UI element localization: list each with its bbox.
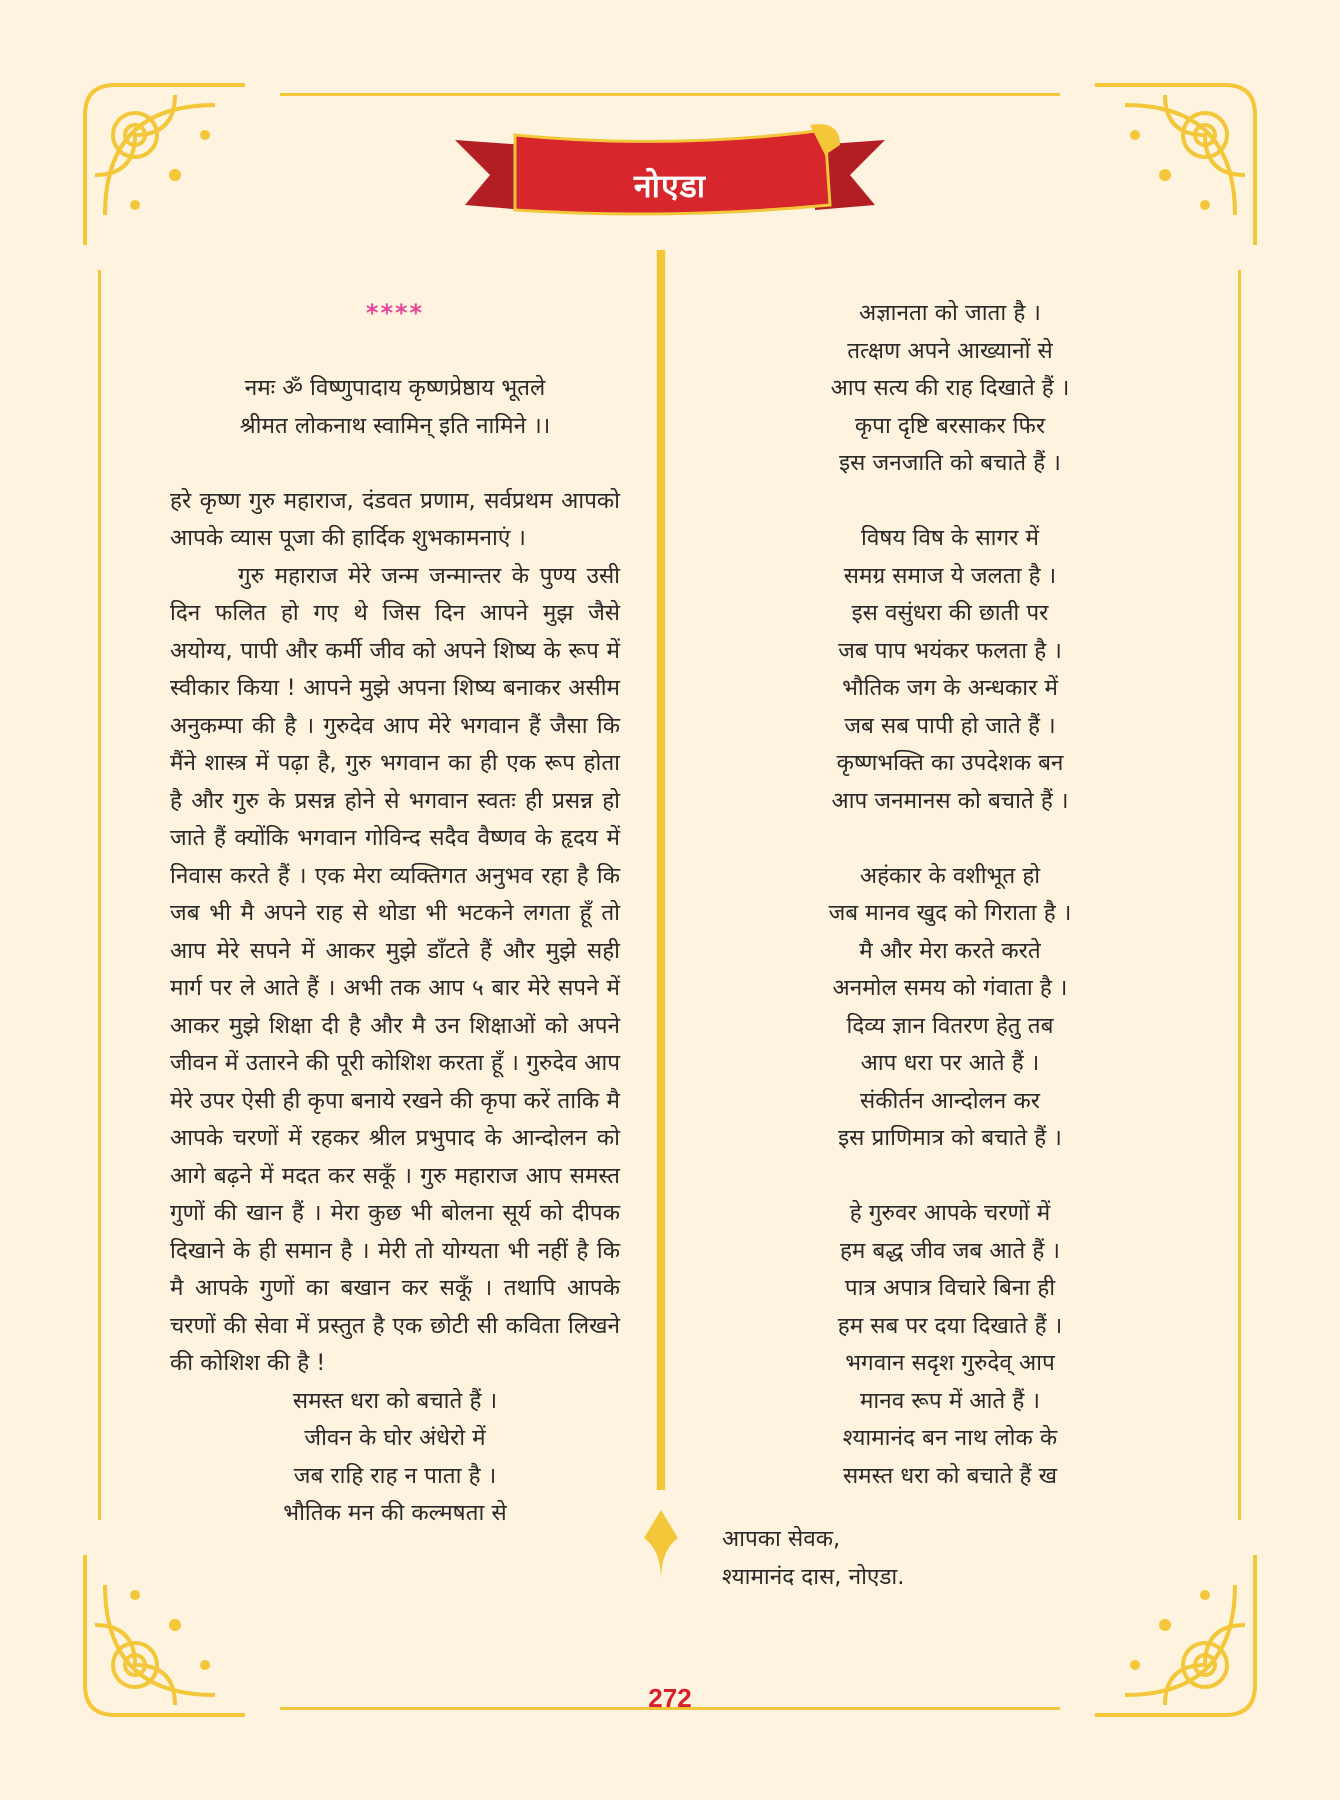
- poem-line: जब पाप भयंकर फलता है ।: [838, 637, 1062, 664]
- poem-line: विषय विष के सागर में: [861, 525, 1039, 551]
- signature-line-1: आपका सेवक,: [722, 1526, 841, 1552]
- poem-line: इस प्राणिमात्र को बचाते हैं ।: [838, 1125, 1062, 1151]
- signature-block: [722, 1520, 904, 1596]
- page-number: 272: [648, 1683, 692, 1713]
- poem-line: समस्त धरा को बचाते हैं ।: [292, 1387, 498, 1414]
- poem-line: इस जनजाति को बचाते हैं ।: [839, 450, 1061, 476]
- poem-line: भौतिक मन की कल्मषता से: [283, 1500, 507, 1526]
- poem-line: भगवान सदृश गुरुदेव् आप: [845, 1350, 1055, 1376]
- poem-line: जीवन के घोर अंधेरो में: [304, 1425, 486, 1451]
- poem-line: कृष्णभक्ति का उपदेशक बन: [836, 750, 1064, 776]
- poem-line: हम बद्ध जीव जब आते हैं ।: [839, 1237, 1060, 1264]
- poem-line: भौतिक जग के अन्धकार में: [842, 675, 1058, 701]
- left-border-line: [98, 270, 101, 1520]
- poem-line: दिव्य ज्ञान वितरण हेतु तब: [846, 1012, 1054, 1039]
- poem-line: तत्क्षण अपने आख्यानों से: [847, 337, 1053, 364]
- poem-line: समस्त धरा को बचाते हैं ख: [842, 1462, 1058, 1489]
- poem-line: मै और मेरा करते करते: [859, 937, 1041, 964]
- poem-stanza-1: [770, 295, 1130, 483]
- poem-line: कृपा दृष्टि बरसाकर फिर: [854, 412, 1046, 439]
- poem-line: अनमोल समय को गंवाता है ।: [832, 975, 1068, 1001]
- center-divider: [654, 250, 668, 1520]
- poem-stanza-2: [770, 520, 1130, 820]
- invocation-line-2: श्रीमत लोकनाथ स्वामिन् इति नामिने ।।: [239, 412, 551, 439]
- banner-title: नोएडा: [633, 167, 707, 205]
- poem-line: जब सब पापी हो जाते हैं ।: [844, 712, 1056, 739]
- top-border-line: [280, 93, 1060, 96]
- poem-line: जब राहि राह न पाता है ।: [293, 1462, 497, 1489]
- right-column: [770, 295, 1130, 1495]
- poem-line: आप धरा पर आते हैं ।: [860, 1050, 1040, 1076]
- greeting-paragraph: हरे कृष्ण गुरु महाराज, दंडवत प्रणाम, सर्वप्रथम आपको आपके व्यास पूजा की हार्दिक शुभकामनाएं ।: [170, 487, 620, 551]
- poem-line: समग्र समाज ये जलता है ।: [843, 562, 1057, 589]
- left-column: [170, 295, 620, 1533]
- body-paragraph: गुरु महाराज मेरे जन्म जन्मान्तर के पुण्य उसी दिन फलित हो गए थे जिस दिन आपने मुझ जैसे अयोग्य, पापी और कर्मी जीव को अपने शिष्य के रूप में स्वीकार किया ! आपने मुझे अपना शिष्य बनाकर असीम अनुकम्पा की है । गुरुदेव आप मेरे भगवान हैं जैसा कि मैंने शास्त्र में पढ़ा है, गुरु भगवान का ही एक रूप होता है और गुरु के प्रसन्न होने से भगवान स्वतः ही प्रसन्न हो जाते हैं क्योंकि भगवान गोविन्द सदैव वैष्णव के हृदय में निवास करते हैं । एक मेरा व्यक्तिगत अनुभव रहा है कि जब भी मै अपने राह से थोडा भी भटकने लगता हूँ तो आप मेरे सपने में आकर मुझे डाँटते हैं और मुझे सही मार्ग पर ले आते हैं । अभी तक आप ५ बार मेरे सपने में आकर मुझे शिक्षा दी है और मै उन शिक्षाओं को अपने जीवन में उतारने की पूरी कोशिश करता हूँ । गुरुदेव आप मेरे उपर ऐसी ही कृपा बनाये रखने की कृपा करें ताकि मै आपके चरणों में रहकर श्रील प्रभुपाद के आन्दोलन को आगे बढ़ने में मदत कर सकूँ । गुरु महाराज आप समस्त गुणों की खान हैं । मेरा कुछ भी बोलना सूर्य को दीपक दिखाने के ही समान है । मेरी तो योग्यता भी नहीं है कि मै आपके गुणों का बखान कर सकूँ । तथापि आपके चरणों की सेवा में प्रस्तुत है एक छोटी सी कविता लिखने की कोशिश की है !: [170, 562, 620, 1376]
- poem-line: अज्ञानता को जाता है ।: [859, 300, 1041, 326]
- corner-ornament-top-left: [75, 75, 255, 255]
- signature-line-2: श्यामानंद दास, नोएडा.: [722, 1564, 905, 1590]
- poem-line: श्यामानंद बन नाथ लोक के: [842, 1425, 1058, 1451]
- poem-line: जब मानव खुद को गिराता है ।: [828, 900, 1072, 926]
- poem-line: मानव रूप में आते हैं ।: [859, 1387, 1041, 1414]
- poem-stanza-3: [770, 858, 1130, 1158]
- poem-line: हम सब पर दया दिखाते हैं ।: [837, 1312, 1063, 1339]
- invocation-line-1: नमः ॐ विष्णुपादाय कृष्णप्रेष्ठाय भूतले: [244, 375, 546, 401]
- poem-line: पात्र अपात्र विचारे बिना ही: [844, 1275, 1056, 1301]
- divider-drop-ornament: [642, 1510, 680, 1580]
- poem-line: हे गुरुवर आपके चरणों में: [849, 1200, 1051, 1226]
- poem-line: संकीर्तन आन्दोलन कर: [860, 1087, 1040, 1114]
- poem-line: आप सत्य की राह दिखाते हैं ।: [830, 375, 1070, 401]
- poem-line: इस वसुंधरा की छाती पर: [851, 600, 1049, 626]
- poem-stanza-4: [770, 1195, 1130, 1495]
- decorative-stars: ****: [365, 299, 425, 327]
- poem-line: अहंकार के वशीभूत हो: [859, 862, 1041, 889]
- corner-ornament-top-right: [1085, 75, 1265, 255]
- right-border-line: [1238, 270, 1241, 1520]
- poem-line: आप जनमानस को बचाते हैं ।: [831, 787, 1069, 814]
